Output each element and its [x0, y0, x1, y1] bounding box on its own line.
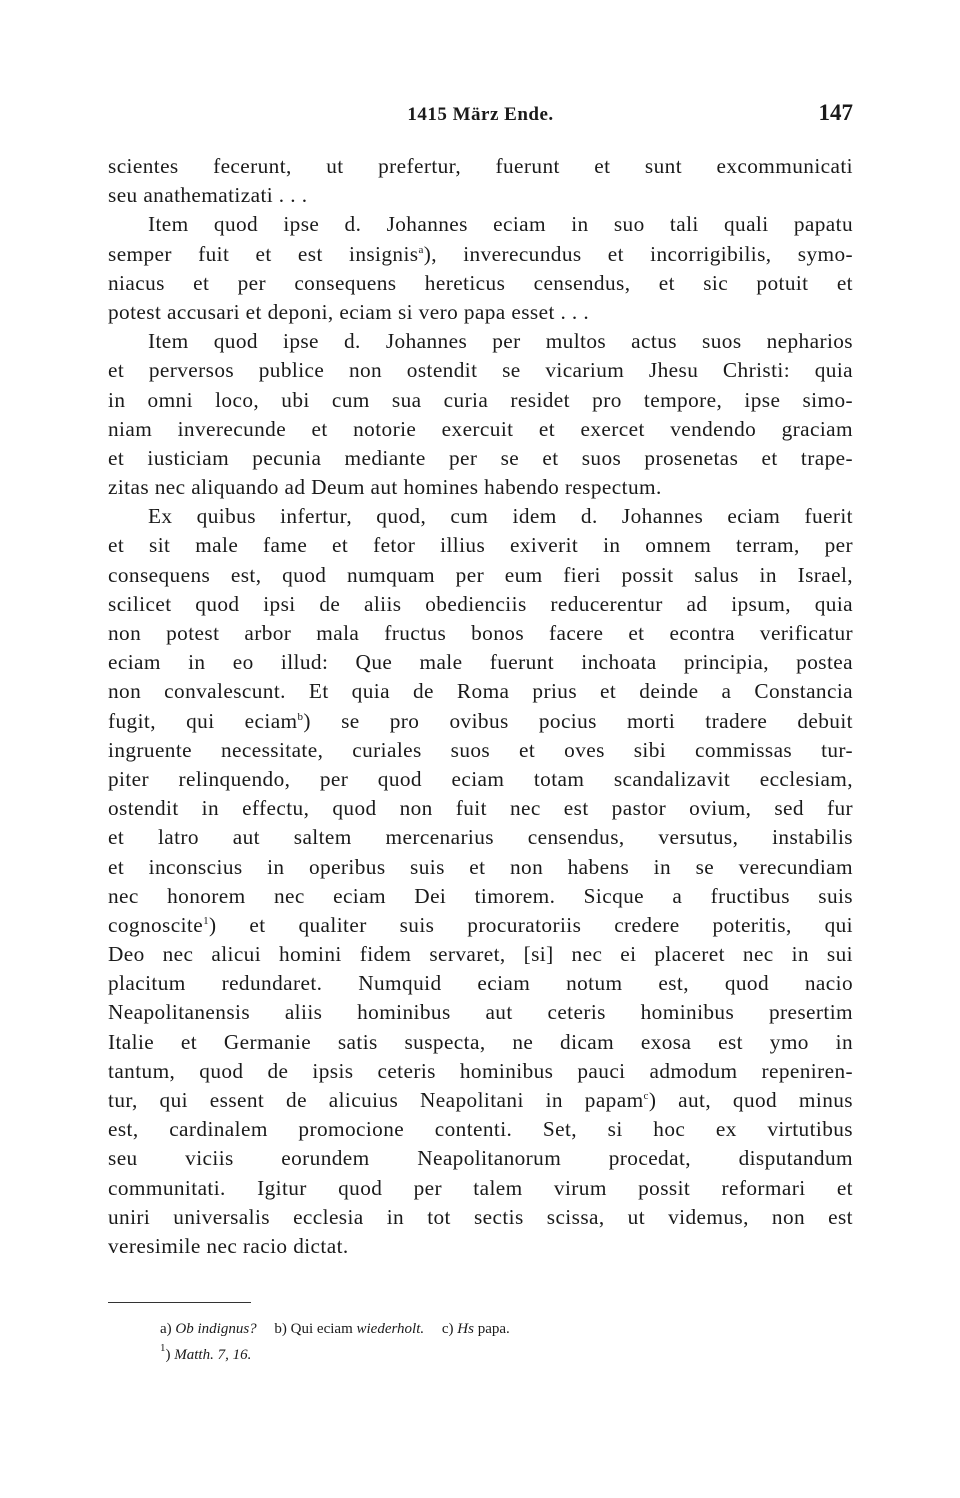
text-line: et sit male fame et fetor illius exiverit in omnem terram, per [108, 533, 853, 558]
text-line: scientes fecerunt, ut prefertur, fuerunt et sunt excommunicati [108, 154, 853, 178]
text-line: ingruente necessitate, curiales suos et oves sibi commissas tur- [108, 737, 853, 762]
text-line: seu anathematizati . . . [108, 183, 308, 208]
footnote-ref-a: a [418, 243, 424, 256]
text-line [108, 707, 853, 736]
page-number: 147 [818, 100, 853, 125]
footnote-1-text: Matth. 7, 16. [174, 1347, 252, 1363]
text-line: ostendit in effectu, quod non fuit nec est pastor ovium, sed fur [108, 796, 853, 821]
text-line: et iusticiam pecunia mediante per se et suos prosenetas et trape- [108, 445, 853, 470]
footnote-mark-a: a) [160, 1321, 172, 1337]
text-line: tantum, quod de ipsis ceteris hominibus pauci admodum repeniren- [108, 1058, 853, 1083]
footnote-ref-c: c [643, 1090, 649, 1102]
footnote-ref-1: 1 [203, 914, 209, 927]
source-footnote [160, 1342, 860, 1368]
text-line: niacus et per consequens hereticus censendus, et sic potuit et [108, 270, 853, 295]
text-line-part: semper fuit et est insignis [108, 241, 419, 266]
text-line: Italie et Germanie satis suspecta, ne dicam exosa est ymo in [108, 1029, 853, 1054]
footnote-mark-b: b) [274, 1321, 287, 1337]
text-line: placitum redundaret. Numquid eciam notum est, quod nacio [108, 971, 853, 996]
footnote-ref-b: b [297, 710, 304, 723]
footnote-a-text: Ob indignus? [175, 1321, 257, 1337]
text-line: Neapolitanensis aliis hominibus aut ceteris hominibus presertim [108, 1000, 853, 1025]
main-text [108, 152, 853, 1261]
text-line: consequens est, quod numquam per eum fieri possit salus in Israel, [108, 562, 853, 587]
text-line-part: ), inverecundus et incorrigibilis, symo- [423, 241, 853, 266]
text-line [108, 1086, 853, 1115]
apparatus-footnotes [160, 1316, 860, 1342]
text-line: communitati. Igitur quod per talem virum possit reformari et [108, 1175, 853, 1200]
footnote-divider [108, 1302, 251, 1303]
text-line-part: fugit, qui eciam [108, 708, 298, 733]
text-line: piter relinquendo, per quod eciam totam scandalizavit ecclesiam, [108, 766, 853, 791]
text-line-part: ) se pro ovibus pocius morti tradere debuit [303, 708, 853, 733]
text-line: veresimile nec racio dictat. [108, 1233, 349, 1258]
footnote-mark-1-paren: ) [165, 1347, 171, 1363]
text-line: in omni loco, ubi cum sua curia residet pro tempore, ipse simo- [108, 387, 853, 412]
running-head [108, 100, 853, 136]
footnote-mark-1: 1 [160, 1342, 166, 1354]
text-line: scilicet quod ipsi de aliis obedienciis reducerentur ad ipsum, quia [108, 591, 853, 616]
text-line-part: ) et qualiter suis procuratoriis credere poteritis, qui [208, 912, 853, 937]
footnote-b-text: Qui eciam [290, 1321, 353, 1337]
footnote-mark-c: c) [441, 1321, 454, 1337]
footnote-c-note: Hs [457, 1321, 474, 1337]
text-line: Item quod ipse d. Johannes per multos actus suos nepharios [148, 329, 853, 354]
text-line: seu viciis eorundem Neapolitanorum procedat, disputandum [108, 1146, 853, 1171]
text-line: Item quod ipse d. Johannes eciam in suo tali quali papatu [148, 212, 853, 237]
text-line: zitas nec aliquando ad Deum aut homines habendo respectum. [108, 475, 662, 500]
text-line [108, 911, 853, 940]
text-line: nec honorem nec eciam Dei timorem. Sicque a fructibus suis [108, 883, 853, 908]
text-line-part: tur, qui essent de alicuius Neapolitani in papam [108, 1088, 644, 1112]
text-line [108, 240, 853, 269]
text-line: uniri universalis ecclesia in tot sectis scissa, ut videmus, non est [108, 1204, 853, 1229]
running-head-title: 1415 März Ende. [407, 104, 554, 125]
text-line: et inconscius in operibus suis et non habens in se verecundiam [108, 854, 853, 879]
text-line: non potest arbor mala fructus bonos facere et econtra verificatur [108, 621, 853, 645]
text-line: est, cardinalem promocione contenti. Set, si hoc ex virtutibus [108, 1117, 853, 1142]
footnote-c-text: papa. [477, 1321, 510, 1337]
text-line-part: ) aut, quod minus [648, 1088, 853, 1112]
text-line: eciam in eo illud: Que male fuerunt inchoata principia, postea [108, 650, 853, 675]
footnote-b-note: wiederholt. [356, 1321, 425, 1337]
footnotes [160, 1316, 860, 1368]
text-line: Ex quibus infertur, quod, cum idem d. Johannes eciam fuerit [148, 504, 853, 529]
text-line: et perversos publice non ostendit se vicarium Jhesu Christi: quia [108, 358, 853, 383]
text-line: et latro aut saltem mercenarius censendus, versutus, instabilis [108, 825, 853, 850]
text-line: non convalescunt. Et quia de Roma prius et deinde a Constancia [108, 679, 853, 704]
text-line-part: cognoscite [108, 912, 204, 937]
text-line: potest accusari et deponi, eciam si vero papa esset . . . [108, 299, 590, 324]
text-line: Deo nec alicui homini fidem servaret, [si] nec ei placeret nec in sui [108, 942, 853, 967]
text-line: niam inverecunde et notorie exercuit et exercet vendendo graciam [108, 416, 853, 441]
